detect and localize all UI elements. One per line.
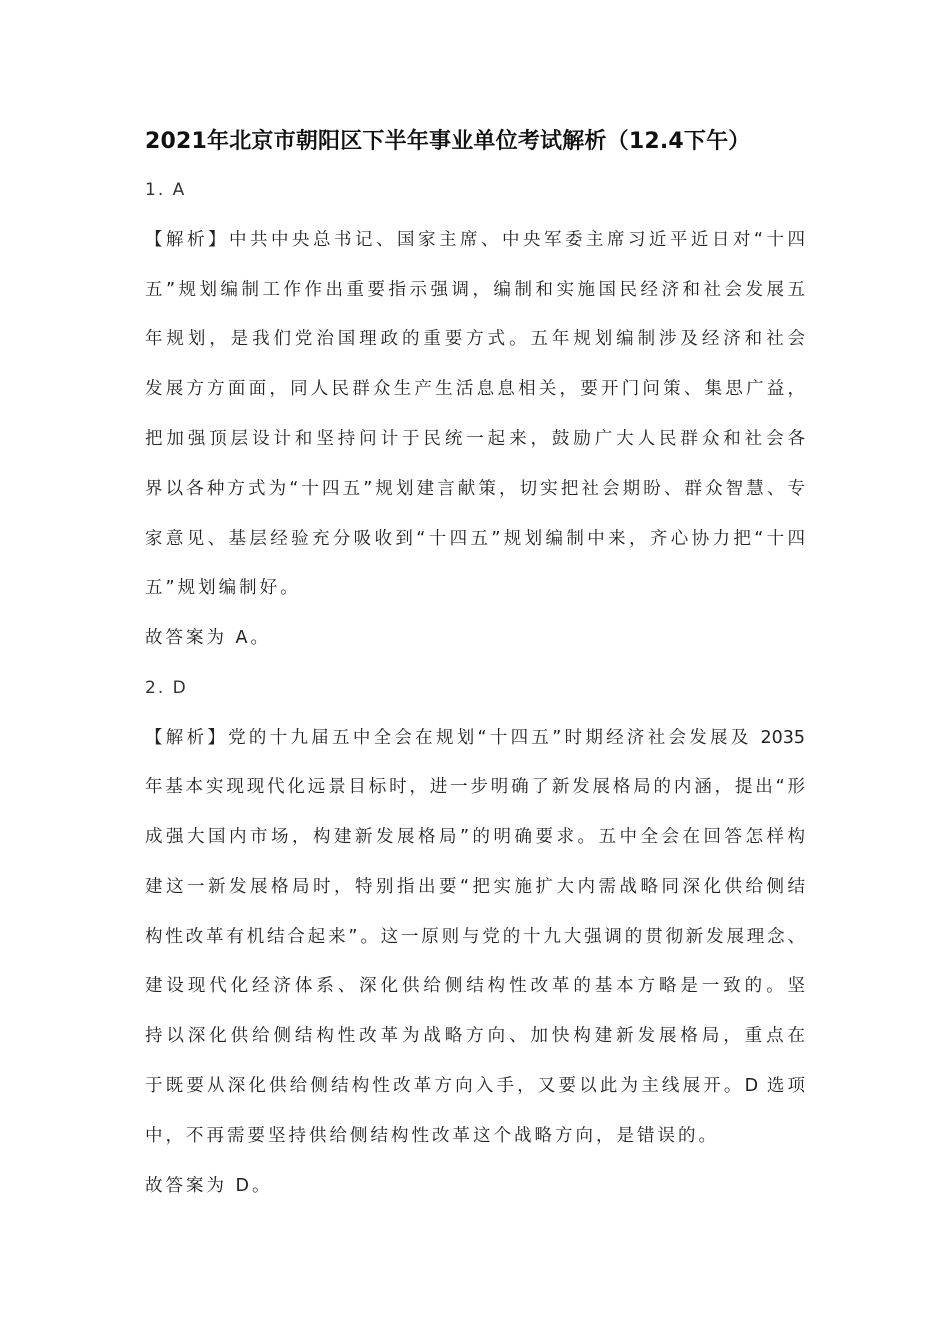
question-2-conclusion: 故答案为 D。 — [145, 1176, 273, 1196]
question-2-analysis-line: 建设现代化经济体系、深化供给侧结构性改革的基本方略是一致的。坚 — [145, 976, 805, 996]
document-title: 2021年北京市朝阳区下半年事业单位考试解析（12.4下午） — [145, 129, 751, 154]
question-2-analysis-line: 于既要从深化供给侧结构性改革方向入手，又要以此为主线展开。D 选项 — [145, 1076, 805, 1096]
question-2-analysis-line: 建这一新发展格局时，特别指出要“把实施扩大内需战略同深化供给侧结 — [145, 877, 805, 897]
question-2-analysis-line: 年基本实现现代化远景目标时，进一步明确了新发展格局的内涵，提出“形 — [145, 777, 805, 797]
question-2-analysis-line: 成强大国内市场，构建新发展格局”的明确要求。五中全会在回答怎样构 — [145, 827, 805, 847]
question-2-analysis-line: 【解析】党的十九届五中全会在规划“十四五”时期经济社会发展及 2035 — [145, 728, 805, 748]
question-2-analysis-line: 构性改革有机结合起来”。这一原则与党的十九大强调的贯彻新发展理念、 — [145, 927, 805, 947]
question-2-answer-label: 2. D — [145, 678, 188, 698]
question-2-analysis-line: 持以深化供给侧结构性改革为战略方向、加快构建新发展格局，重点在 — [145, 1026, 805, 1046]
question-1-conclusion: 故答案为 A。 — [145, 628, 272, 648]
question-2-analysis-line: 中，不再需要坚持供给侧结构性改革这个战略方向，是错误的。 — [145, 1126, 719, 1146]
question-1-analysis-line: 界以各种方式为“十四五”规划建言献策，切实把社会期盼、群众智慧、专 — [145, 479, 805, 499]
question-1-analysis-line: 五”规划编制好。 — [145, 578, 301, 598]
question-1-analysis-line: 年规划，是我们党治国理政的重要方式。五年规划编制涉及经济和社会 — [145, 329, 805, 349]
question-1-analysis-line: 【解析】中共中央总书记、国家主席、中央军委主席习近平近日对“十四 — [145, 230, 805, 250]
question-1-analysis-line: 把加强顶层设计和坚持问计于民统一起来，鼓励广大人民群众和社会各 — [145, 429, 805, 449]
question-1-analysis-line: 家意见、基层经验充分吸收到“十四五”规划编制中来，齐心协力把“十四 — [145, 529, 805, 549]
question-1-analysis-line: 五”规划编制工作作出重要指示强调，编制和实施国民经济和社会发展五 — [145, 280, 805, 300]
question-1-analysis-line: 发展方方面面，同人民群众生产生活息息相关，要开门问策、集思广益， — [145, 379, 805, 399]
question-1-answer-label: 1. A — [145, 180, 187, 200]
